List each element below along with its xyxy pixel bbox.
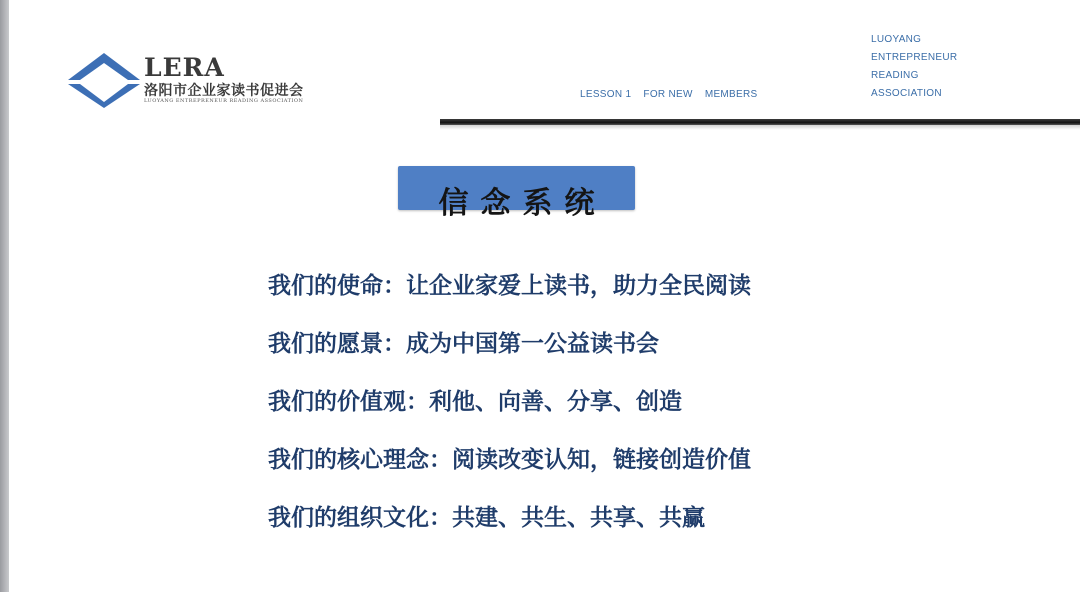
vision-statement: 我们的愿景：成为中国第一公益读书会 bbox=[268, 331, 659, 357]
lesson-label bbox=[580, 89, 767, 100]
left-edge-strip bbox=[0, 0, 9, 592]
belief-statements bbox=[268, 266, 1058, 556]
mission-statement: 我们的使命：让企业家爱上读书，助力全民阅读 bbox=[268, 273, 751, 299]
logo-abbreviation: LERA bbox=[144, 53, 225, 82]
association-line: LUOYANG bbox=[871, 34, 922, 45]
lera-logo bbox=[66, 50, 356, 110]
lesson-for-new: FOR NEW bbox=[643, 89, 693, 100]
lesson-members: MEMBERS bbox=[704, 89, 758, 100]
lesson-number: LESSON 1 bbox=[580, 89, 632, 100]
association-line: ENTREPRENEUR bbox=[871, 52, 958, 63]
association-line: READING bbox=[871, 70, 919, 81]
logo-chinese-name: 洛阳市企业家读书促进会 bbox=[144, 83, 304, 99]
core-concept-statement: 我们的核心理念：阅读改变认知，链接创造价值 bbox=[268, 447, 751, 473]
header-divider-shadow bbox=[440, 125, 1080, 130]
roof-logo-icon bbox=[66, 50, 142, 108]
logo-english-name: LUOYANG ENTREPRENEUR READING ASSOCIATION bbox=[144, 98, 304, 104]
association-line: ASSOCIATION bbox=[871, 88, 942, 99]
association-name bbox=[871, 31, 957, 103]
slide-title: 信念系统 bbox=[438, 186, 607, 221]
culture-statement: 我们的组织文化：共建、共生、共享、共赢 bbox=[268, 505, 705, 531]
values-statement: 我们的价值观：利他、向善、分享、创造 bbox=[268, 389, 682, 415]
